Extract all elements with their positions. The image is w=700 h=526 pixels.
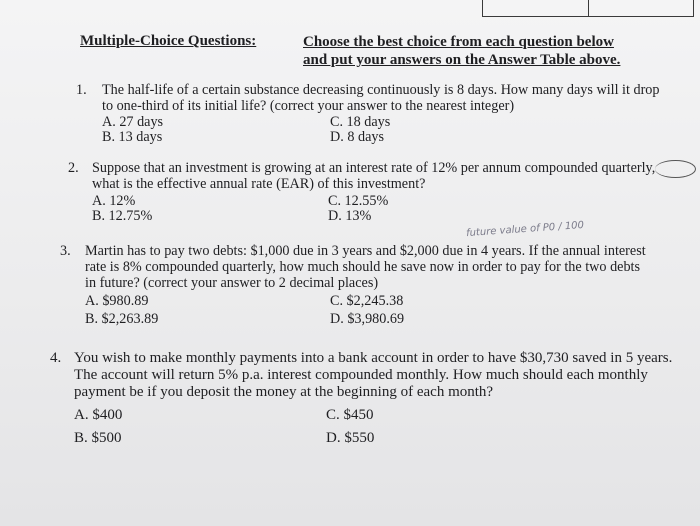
question-text-line: payment be if you deposit the money at the beginning of each month?: [74, 384, 494, 400]
option-b: B. 12.75%: [92, 208, 153, 224]
question-text-line: what is the effective annual rate (EAR) of this investment?: [92, 176, 426, 192]
option-d: D. $550: [326, 430, 375, 446]
question-text: [74, 350, 672, 401]
question-text: [102, 82, 660, 114]
section-instructions: [303, 33, 620, 69]
question-2: [68, 160, 688, 222]
instructions-line-1: Choose the best choice from each question below: [303, 34, 614, 50]
option-a: A. 27 days: [102, 114, 164, 130]
handwritten-note: future value of P0 / 100: [465, 219, 585, 240]
instructions-line-2: and put your answers on the Answer Table above.: [303, 52, 621, 68]
question-text-line: Martin has to pay two debts: $1,000 due in 3 years and $2,000 due in 4 years. If the annual interest: [85, 243, 646, 259]
question-3: [60, 243, 692, 329]
answer-table-fragment: [482, 0, 694, 17]
option-c: C. $450: [326, 407, 374, 423]
question-number: 1.: [76, 82, 87, 98]
option-d: D. 13%: [328, 208, 372, 224]
option-a: A. $980.89: [85, 293, 149, 309]
option-b: B. 13 days: [102, 129, 163, 145]
option-c: C. $2,245.38: [330, 293, 404, 309]
option-c: C. 12.55%: [328, 193, 389, 209]
question-4: [50, 350, 695, 450]
question-text-line: The half-life of a certain substance decreasing continuously is 8 days. How many days will it drop: [102, 82, 660, 98]
pen-circle-mark: [655, 160, 696, 178]
option-b: B. $2,263.89: [85, 311, 159, 327]
question-text: [85, 243, 646, 291]
answer-table-cell: [483, 0, 589, 16]
question-number: 4.: [50, 350, 62, 366]
option-a: A. 12%: [92, 193, 136, 209]
option-d: D. 8 days: [330, 129, 384, 145]
question-number: 2.: [68, 160, 79, 176]
option-a: A. $400: [74, 407, 123, 423]
question-text-line: You wish to make monthly payments into a bank account in order to have $30,730 saved in 5 years.: [74, 350, 673, 366]
question-text-line: Suppose that an investment is growing at an interest rate of 12% per annum compounded quarterly,: [92, 160, 656, 176]
question-text-line: to one-third of its initial life? (correct your answer to the nearest integer): [102, 98, 515, 114]
section-title: Multiple-Choice Questions:: [80, 33, 257, 49]
question-number: 3.: [60, 243, 71, 259]
option-c: C. 18 days: [330, 114, 391, 130]
question-text-line: rate is 8% compounded quarterly, how much should he save now in order to pay for the two debts: [85, 259, 641, 275]
question-text-line: The account will return 5% p.a. interest compounded monthly. How much should each monthly: [74, 367, 648, 383]
question-text: [92, 160, 655, 192]
option-d: D. $3,980.69: [330, 311, 405, 327]
option-b: B. $500: [74, 430, 122, 446]
question-1: [76, 82, 676, 144]
answer-table-cell: [588, 0, 693, 16]
question-text-line: in future? (correct your answer to 2 decimal places): [85, 275, 379, 291]
